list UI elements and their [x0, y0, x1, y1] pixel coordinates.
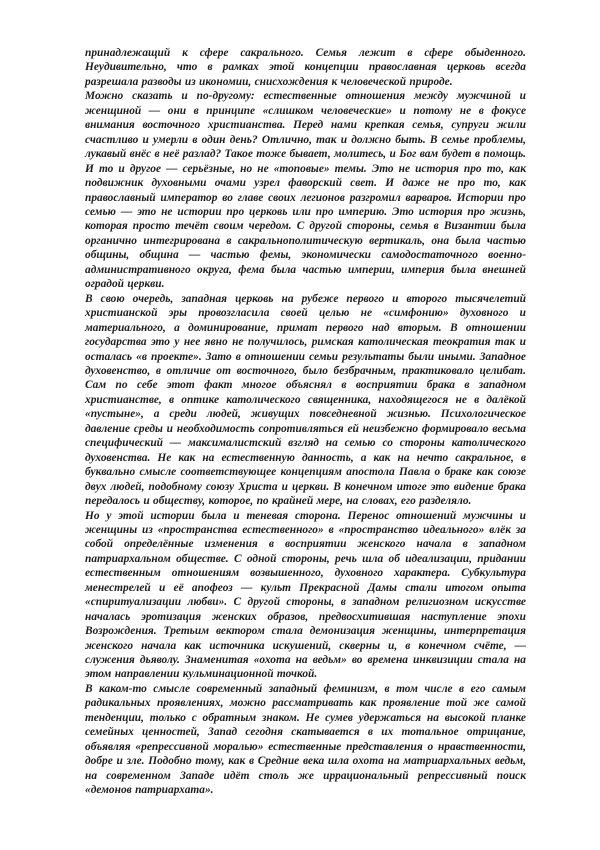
paragraph-continuation: принадлежащий к сфере сакрального. Семья лежит в сфере обыденного. Неудивительно, что в рамках этой концепции православная церковь всегда разрешала разводы из икономии, снисхождения к человеческой природе. [85, 47, 526, 88]
paragraph: В каком-то смысле современный западный феминизм, в том числе в его самым радикальных проявлениях, можно рассматривать как проявление той же самой тенденции, только с обратным знаком. Не сумев удержаться на высокой планке семейных ценностей, Запад сегодня скатывается в их тотальное отрицание, объявляя «репрессивной моралью» естественные представления о нравственности, добре и зле. Подобно тому, как в Средние века шла охота на матриархальных ведьм, на современном Западе идёт столь же иррациональный репрессивный поиск «демонов патриархата». [85, 682, 526, 797]
paragraph: В свою очередь, западная церковь на рубеже первого и второго тысячелетий христианской эры провозгласила своей целью не «симфонию» духовного и материального, а доминирование, примат первого над вторым. В отношении государства это у нее явно не получилось, римская католическая теократия так и осталась «в проекте». Зато в отношении семьи результаты были иными. Западное духовенство, в отличие от восточного, было безбрачным, практиковало целибат. Сам по себе этот факт многое объяснял в восприятии брака в западном христианстве, в оптике католического священника, находящегося не в далёкой «пустыне», а среди людей, живущих повседневной жизнью. Психологическое давление среды и необходимость сопротивляться ей неизбежно формировало весьма специфический — максималистский взгляд на семью со стороны католического духовенства. Не как на естественную данность, а как на нечто сакральное, в буквально смысле соответствующее концепциям апостола Павла о браке как союзе двух людей, подобному союзу Христа и церкви. В конечном итоге это видение брака передалось и обществу, которое, по крайней мере, на словах, его разделяло. [85, 292, 526, 508]
text-block [85, 46, 526, 798]
paragraph: Можно сказать и по-другому: естественные отношения между мужчиной и женщиной — они в принципе «слишком человеческие» и потому не в фокусе внимания восточного христианства. Перед нами крепкая семья, супруги жили счастливо и умерли в один день? Отлично, так и должно быть. В семье проблемы, лукавый внёс в неё разлад? Такое тоже бывает, молитесь, и Бог вам будет в помощь. И то и другое — серьёзные, но не «топовые» темы. Это не история про то, как подвижник духовными очами узрел фаворский свет. И даже не про то, как православный император во главе своих легионов разгромил варваров. Истории про семью — это не истории про церковь или про империю. Это история про жизнь, которая просто течёт своим чередом. С другой стороны, семья в Византии была органично интегрирована в сакральнополитическую вертикаль, она была частью общины, община — частью фемы, экономически самодостаточного военно-административного округа, фема была частью империи, империя была внешней оградой церкви. [85, 90, 526, 291]
paragraph: Но у этой истории была и теневая сторона. Перенос отношений мужчины и женщины из «пространства естественного» в «пространство идеального» влёк за собой определённые изменения в восприятии женского начала в западном патриархальном обществе. С одной стороны, речь шла об идеализации, придании естественным отношениям возвышенного, духовного характера. Субкультура менестрелей и её апофеоз — культ Прекрасной Дамы стали итогом опыта «спиритуализации любви». С другой стороны, в западном религиозном искусстве началась эротизация женских образов, предвосхитившая наступление эпохи Возрождения. Третьим вектором стала демонизация женщины, интерпретация женского начала как источника искушений, скверны и, в конечном счёте, — служения дьяволу. Знаменитая «охота на ведьм» во времена инквизиции стала на этом направлении кульминационной точкой. [85, 509, 526, 681]
